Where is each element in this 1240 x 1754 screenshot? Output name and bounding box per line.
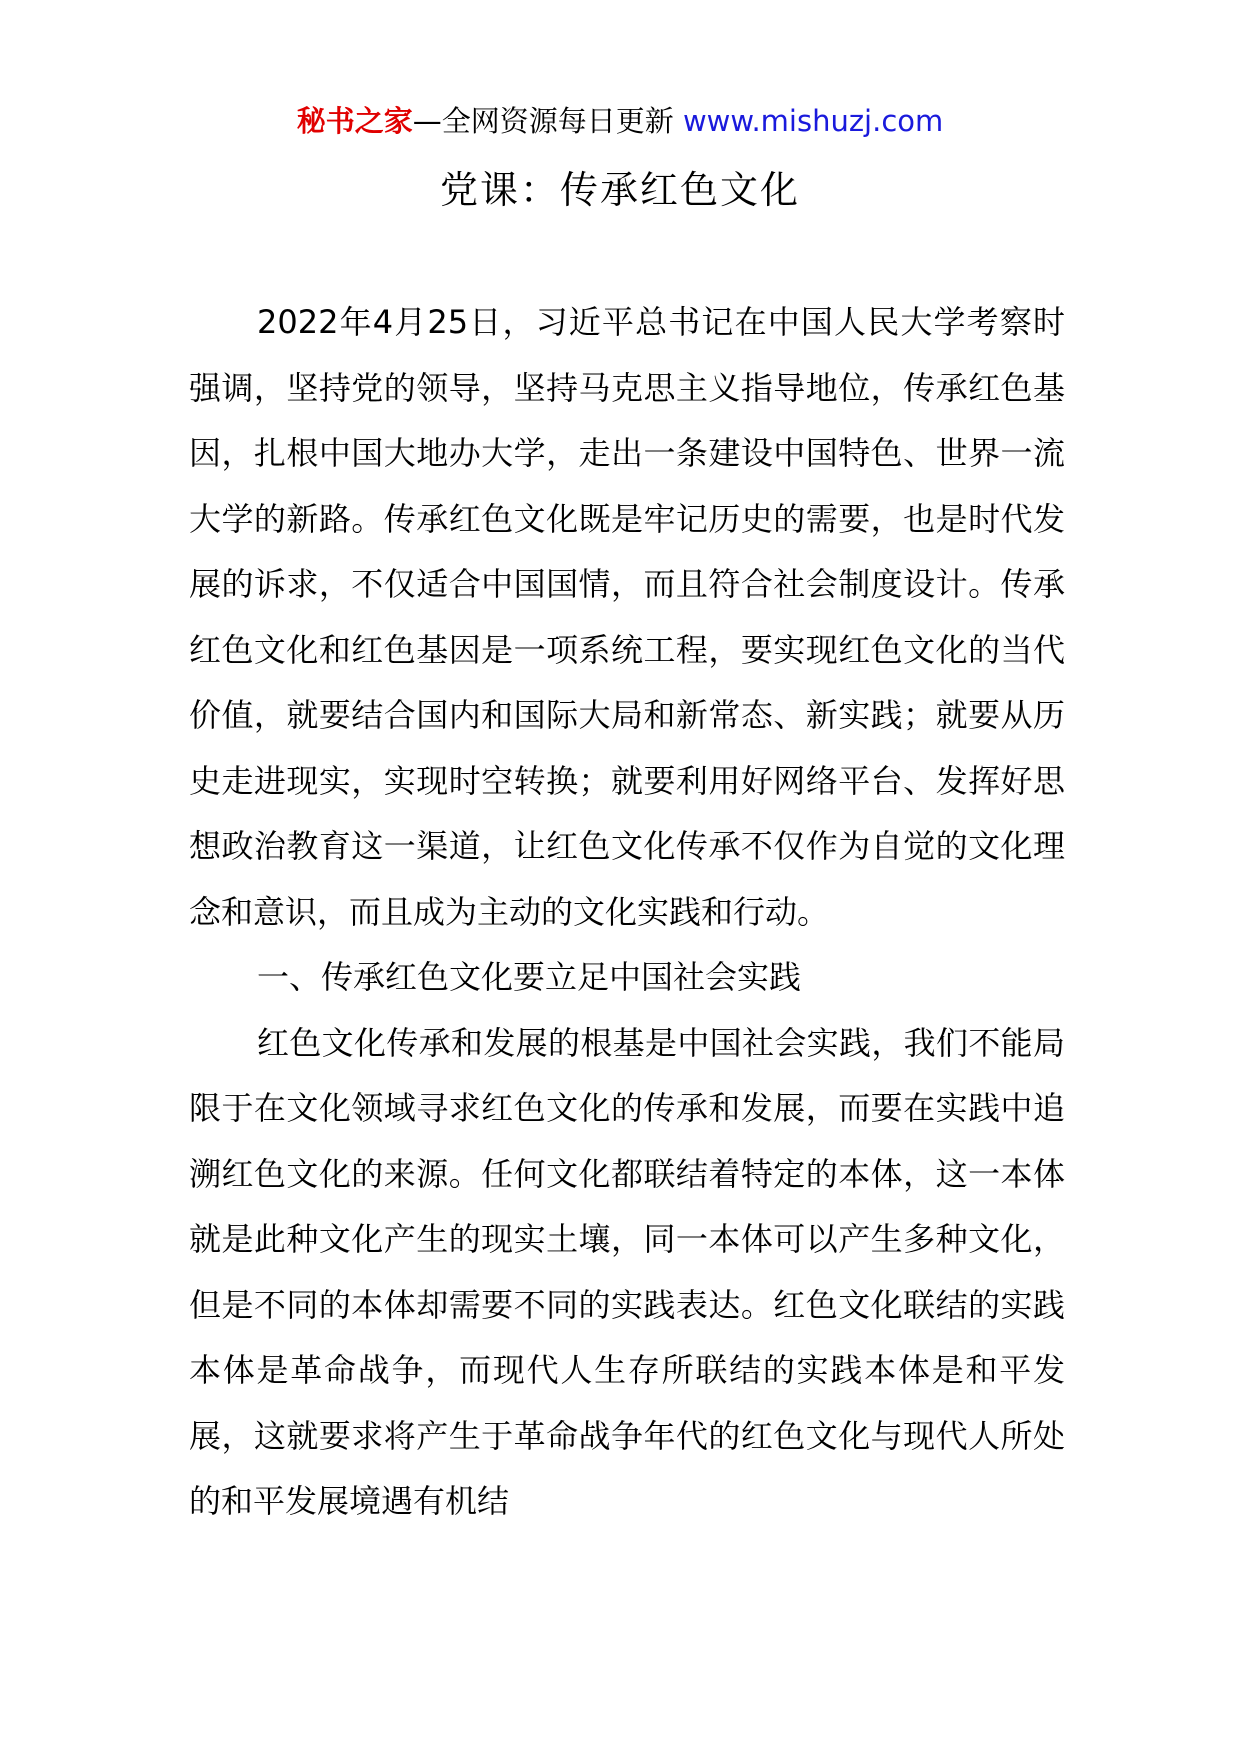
site-brand: 秘书之家 xyxy=(296,104,413,138)
section-heading: 一、传承红色文化要立足中国社会实践 xyxy=(257,958,802,996)
document-body xyxy=(189,290,1065,1535)
paragraph-section-1: 红色文化传承和发展的根基是中国社会实践，我们不能局限于在文化领域寻求红色文化的传承和发展，而要在实践中追溯红色文化的来源。任何文化都联结着特定的本体，这一本体就是此种文化产生的现实土壤，同一本体可以产生多种文化，但是不同的本体却需要不同的实践表达。红色文化联结的实践本体是革命战争，而现代人生存所联结的实践本体是和平发展，这就要求将产生于革命战争年代的红色文化与现代人所处的和平发展境遇有机结 xyxy=(189,1023,1065,1520)
document-title: 党课：传承红色文化 xyxy=(439,168,800,212)
site-tagline: —全网资源每日更新 xyxy=(412,104,674,138)
paragraph-intro: 2022年4月25日，习近平总书记在中国人民大学考察时强调，坚持党的领导，坚持马克思主义指导地位，传承红色基因，扎根中国大地办大学，走出一条建设中国特色、世界一流大学的新路。传承红色文化既是牢记历史的需要，也是时代发展的诉求，不仅适合中国国情，而且符合社会制度设计。传承红色文化和红色基因是一项系统工程，要实现红色文化的当代价值，就要结合国内和国际大局和新常态、新实践；就要从历史走进现实，实现时空转换；就要利用好网络平台、发挥好思想政治教育这一渠道，让红色文化传承不仅作为自觉的文化理念和意识，而且成为主动的文化实践和行动。 xyxy=(189,303,1065,931)
site-url-link[interactable]: www.mishuzj.com xyxy=(682,104,944,138)
site-header xyxy=(0,101,1240,141)
